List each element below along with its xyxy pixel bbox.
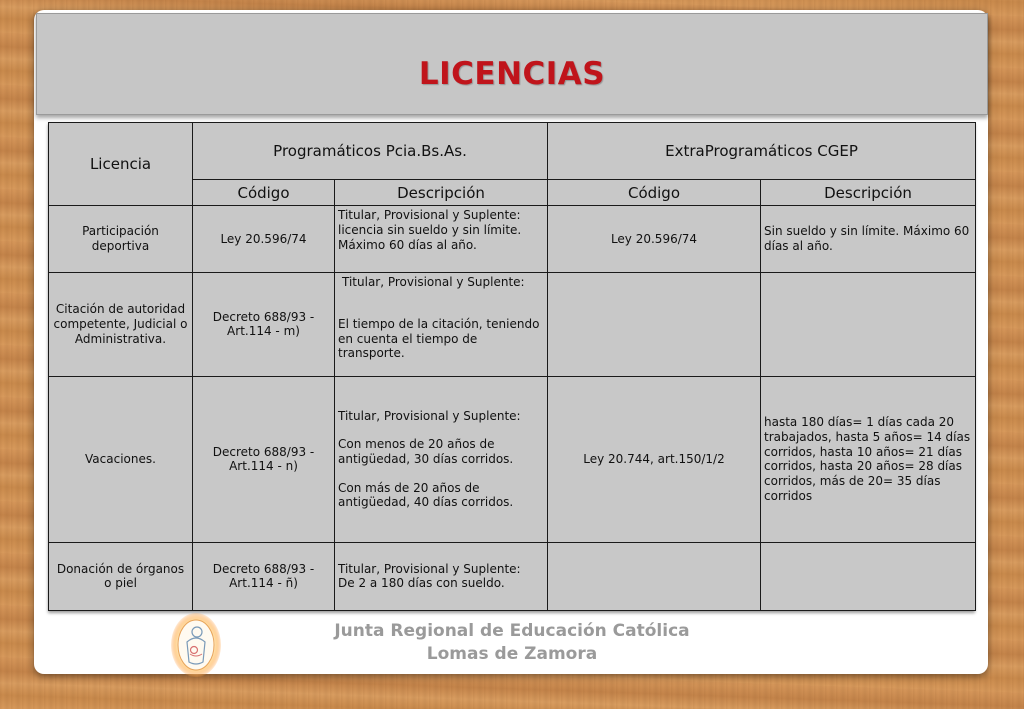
row-extra-codigo: Ley 20.744, art.150/1/2 [548, 377, 761, 543]
footer-line-1: Junta Regional de Educación Católica [334, 621, 690, 641]
row-prog-descripcion [335, 206, 548, 272]
table-header-row [49, 123, 976, 180]
row-prog-descripcion [335, 542, 548, 610]
desc-line: Titular, Provisional y Suplente: [338, 408, 521, 423]
header-extra-descripcion: Descripción [761, 180, 976, 206]
desc-line: Con menos de 20 años de antigüedad, 30 días corridos. [338, 437, 514, 467]
table-row [49, 206, 976, 272]
desc-line: El tiempo de la citación, teniendo en cuenta el tiempo de transporte. [338, 317, 540, 361]
header-prog-descripcion: Descripción [335, 180, 548, 206]
row-licencia: Vacaciones. [49, 377, 193, 543]
desc-line: Titular, Provisional y Suplente: [338, 208, 521, 223]
row-extra-codigo [548, 272, 761, 376]
licencias-table [48, 122, 976, 611]
table-row [49, 377, 976, 543]
row-prog-descripcion [335, 377, 548, 543]
header-licencia: Licencia [49, 123, 193, 206]
row-prog-codigo: Ley 20.596/74 [193, 206, 335, 272]
header-extraprogramaticos: ExtraProgramáticos CGEP [548, 123, 976, 180]
row-prog-codigo: Decreto 688/93 - Art.114 - n) [193, 377, 335, 543]
header-programaticos: Programáticos Pcia.Bs.As. [193, 123, 548, 180]
row-extra-codigo [548, 542, 761, 610]
table-row [49, 272, 976, 376]
header-extra-codigo: Código [548, 180, 761, 206]
row-prog-codigo: Decreto 688/93 - Art.114 - m) [193, 272, 335, 376]
row-extra-descripcion [761, 272, 976, 376]
row-licencia: Citación de autoridad competente, Judicial o Administrativa. [49, 272, 193, 376]
desc-line: licencia sin sueldo y sin límite. [338, 222, 522, 237]
licencias-table-wrapper [48, 122, 975, 611]
row-prog-descripcion [335, 272, 548, 376]
table-row [49, 542, 976, 610]
row-licencia: Donación de órganos o piel [49, 542, 193, 610]
desc-line: Titular, Provisional y Suplente: [338, 561, 521, 576]
row-extra-codigo: Ley 20.596/74 [548, 206, 761, 272]
page-title: LICENCIAS [418, 56, 606, 92]
row-extra-descripcion: hasta 180 días= 1 días cada 20 trabajados, hasta 5 años= 14 días corridos, hasta 10 años= 21 días corridos, hasta 20 años= 28 días corridos, más de 20= 35 días corridos [761, 377, 976, 543]
row-licencia: Participación deportiva [49, 206, 193, 272]
row-prog-codigo: Decreto 688/93 - Art.114 - ñ) [193, 542, 335, 610]
desc-line: De 2 a 180 días con sueldo. [338, 576, 505, 591]
title-bar [36, 13, 988, 115]
row-extra-descripcion [761, 542, 976, 610]
footer-line-2: Lomas de Zamora [426, 644, 598, 664]
header-prog-codigo: Código [193, 180, 335, 206]
row-extra-descripcion: Sin sueldo y sin límite. Máximo 60 días al año. [761, 206, 976, 272]
desc-line: Máximo 60 días al año. [338, 237, 477, 252]
desc-line: Titular, Provisional y Suplente: [342, 274, 525, 289]
desc-line: Con más de 20 años de antigüedad, 40 días corridos. [338, 480, 514, 510]
